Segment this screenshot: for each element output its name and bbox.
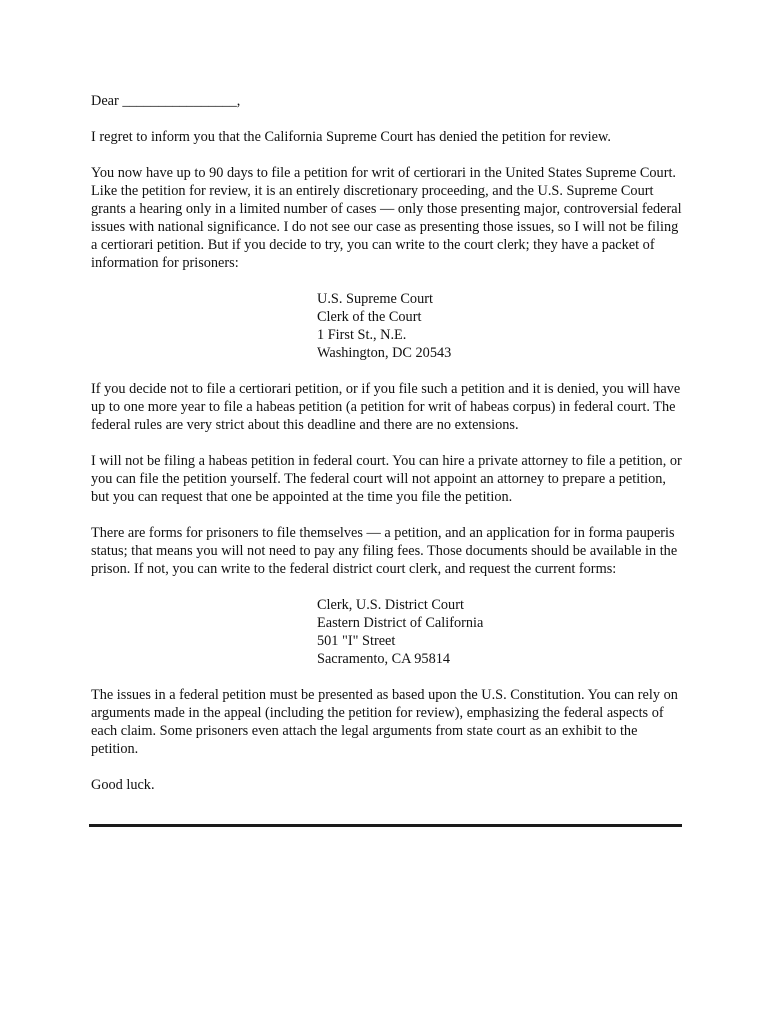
paragraph-habeas-deadline: If you decide not to file a certiorari petition, or if you file such a petition and it is denied, you will have up to one more year to file a habeas petition (a petition for writ of habeas corpus) in federal court. The federal rules are very strict about this deadline and there are no extensions. bbox=[91, 381, 681, 433]
address-line: Clerk of the Court bbox=[317, 309, 422, 325]
paragraph-forms: There are forms for prisoners to file themselves — a petition, and an application for in forma pauperis status; that means you will not need to pay any filing fees. Those documents should be available in the prison. If not, you can write to the federal district court clerk, and request the current forms: bbox=[91, 525, 678, 577]
paragraph-habeas-options: I will not be filing a habeas petition in federal court. You can hire a private attorney to file a petition, or you can file the petition yourself. The federal court will not appoint an attorney to prepare a petition, but you can request that one be appointed at the time you file the petition. bbox=[91, 453, 682, 505]
letter-body bbox=[91, 92, 685, 812]
address-line: Clerk, U.S. District Court bbox=[317, 597, 464, 613]
horizontal-rule bbox=[89, 824, 682, 827]
paragraph-denial: I regret to inform you that the California Supreme Court has denied the petition for review. bbox=[91, 129, 611, 145]
address-line: Eastern District of California bbox=[317, 615, 484, 631]
address-line: 501 "I" Street bbox=[317, 633, 396, 649]
supreme-court-address bbox=[317, 290, 685, 362]
district-court-address bbox=[317, 596, 685, 668]
address-line: Sacramento, CA 95814 bbox=[317, 651, 451, 667]
closing: Good luck. bbox=[91, 777, 155, 793]
paragraph-certiorari: You now have up to 90 days to file a petition for writ of certiorari in the United States Supreme Court. Like the petition for review, it is an entirely discretionary proceeding, and the U.S. Supreme Court grants a hearing only in a limited number of cases — only those presenting major, controversial federal issues with national significance. I do not see our case as presenting those issues, so I will not be filing a certiorari petition. But if you decide to try, you can write to the court clerk; they have a packet of information for prisoners: bbox=[91, 165, 682, 271]
paragraph-federal-issues: The issues in a federal petition must be presented as based upon the U.S. Constitution. You can rely on arguments made in the appeal (including the petition for review), emphasizing the federal aspects of each claim. Some prisoners even attach the legal arguments from state court as an exhibit to the petition. bbox=[91, 687, 678, 757]
address-line: Washington, DC 20543 bbox=[317, 345, 452, 361]
address-line: 1 First St., N.E. bbox=[317, 327, 407, 343]
address-line: U.S. Supreme Court bbox=[317, 291, 433, 307]
salutation: Dear ________________, bbox=[91, 93, 241, 109]
